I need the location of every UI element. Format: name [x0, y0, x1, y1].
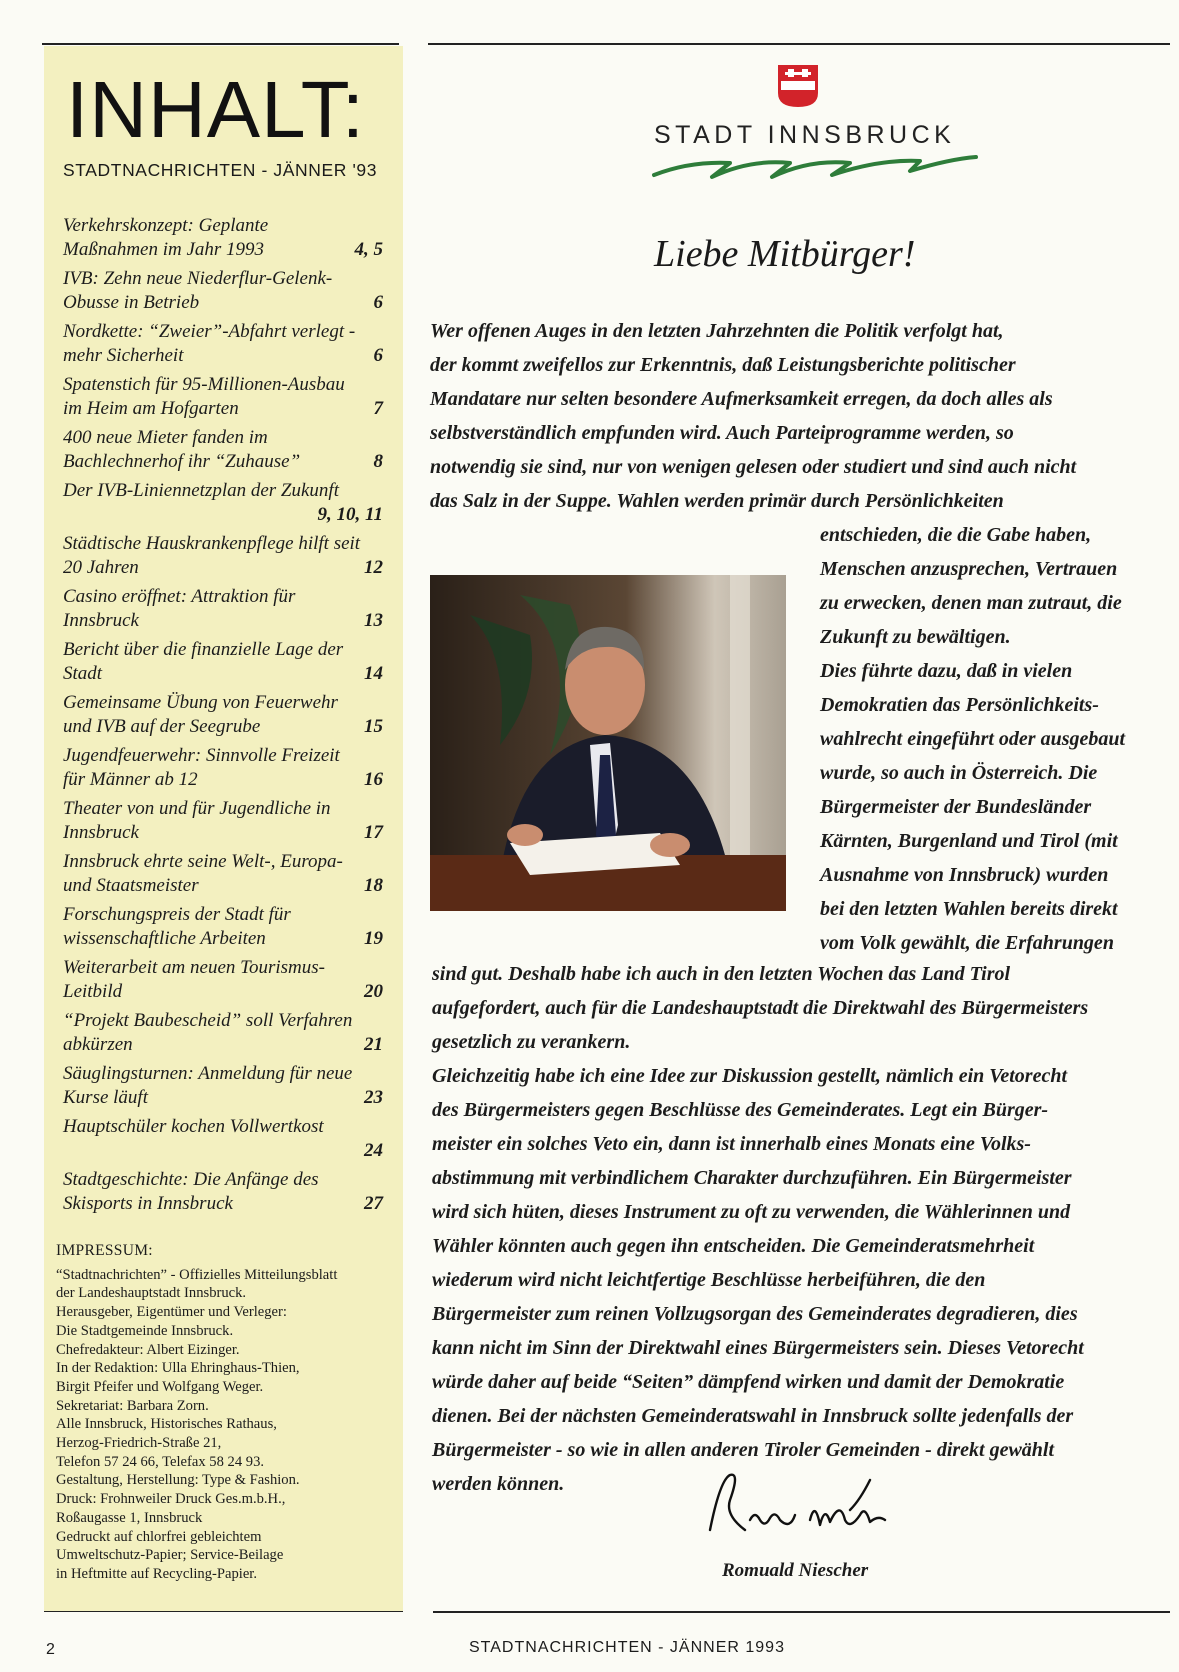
toc-item	[63, 479, 383, 532]
impressum	[56, 1242, 391, 1584]
letter-line: Wähler könnten auch gegen ihn entscheiden. Die Gemeinderatsmehrheit	[432, 1235, 1035, 1257]
letter-line: kann nicht im Sinn der Direktwahl eines Bürgermeisters sein. Dieses Vetorecht	[432, 1337, 1084, 1359]
toc-item-title: 400 neue Mieter fanden im Bachlechnerhof ihr “Zuhause”	[63, 427, 301, 472]
toc-item-page: 21	[364, 1033, 383, 1055]
impressum-line: Herausgeber, Eigentümer und Verleger:	[56, 1304, 287, 1321]
letter-line: Zukunft zu bewältigen.	[820, 626, 1011, 648]
letter-line: dienen. Bei der nächsten Gemeinderatswahl in Innsbruck sollte jedenfalls der	[432, 1405, 1074, 1427]
bottom-rule-right	[433, 1611, 1170, 1613]
letter-right-column	[820, 518, 1125, 960]
impressum-line: Druck: Frohnweiler Druck Ges.m.b.H.,	[56, 1491, 286, 1508]
toc-item-title: Säuglingsturnen: Anmeldung für neue Kurse läuft	[63, 1063, 353, 1108]
toc-item-page: 13	[364, 609, 383, 631]
toc-item	[63, 1168, 383, 1221]
letter-line: sind gut. Deshalb habe ich auch in den letzten Wochen das Land Tirol	[432, 963, 1011, 985]
letter-intro	[430, 314, 1076, 518]
toc-item-title: Verkehrskonzept: Geplante Maßnahmen im Jahr 1993	[63, 215, 269, 260]
toc-item-title: Stadtgeschichte: Die Anfänge des Skisports in Innsbruck	[63, 1169, 319, 1214]
toc-item-page: 7	[373, 397, 383, 419]
impressum-lines	[56, 1266, 391, 1584]
toc-item-title: Gemeinsame Übung von Feuerwehr und IVB auf der Seegrube	[63, 692, 338, 737]
toc-item	[63, 267, 383, 320]
toc-item-page: 17	[364, 821, 383, 843]
logo-text: STADT INNSBRUCK	[654, 121, 956, 149]
letter-line: Menschen anzusprechen, Vertrauen	[820, 558, 1118, 580]
letter-line: Mandatare nur selten besondere Aufmerksamkeit erregen, da doch alles als	[430, 388, 1053, 410]
toc-item-title: Forschungspreis der Stadt für wissenschaftliche Arbeiten	[63, 904, 291, 949]
letter-line: Bürgermeister zum reinen Vollzugsorgan des Gemeinderates degradieren, dies	[432, 1303, 1078, 1325]
toc-item	[63, 956, 383, 1009]
letter-line: werden können.	[432, 1473, 565, 1495]
letter-line: Kärnten, Burgenland und Tirol (mit	[820, 830, 1118, 852]
top-rule-right	[428, 43, 1170, 45]
impressum-line: “Stadtnachrichten” - Offizielles Mitteilungsblatt	[56, 1266, 338, 1283]
impressum-title: IMPRESSUM:	[56, 1242, 153, 1259]
footer-text: STADTNACHRICHTEN - JÄNNER 1993	[469, 1639, 785, 1656]
impressum-line: Birgit Pfeifer und Wolfgang Weger.	[56, 1378, 264, 1395]
letter-line: Ausnahme von Innsbruck) wurden	[820, 864, 1109, 886]
letter-line: würde daher auf beide “Seiten” dämpfend wirken und damit der Demokratie	[432, 1371, 1065, 1393]
letter-line: das Salz in der Suppe. Wahlen werden primär durch Persönlichkeiten	[430, 490, 1004, 512]
mayor-portrait-photo	[430, 575, 786, 911]
portrait-illustration	[430, 575, 786, 911]
toc-item-title: “Projekt Baubescheid” soll Verfahren abkürzen	[63, 1010, 353, 1055]
toc-item	[63, 320, 383, 373]
toc-item	[63, 850, 383, 903]
letter-line: wird sich hüten, dieses Instrument zu oft zu verwenden, die Wählerinnen und	[432, 1201, 1071, 1223]
letter-line: aufgefordert, auch für die Landeshauptstadt die Direktwahl des Bürgermeisters	[432, 997, 1089, 1019]
letter-line: abstimmung mit verbindlichem Charakter durchzuführen. Ein Bürgermeister	[432, 1167, 1072, 1189]
letter-line: meister ein solches Veto ein, dann ist innerhalb eines Monats eine Volks-	[432, 1133, 1031, 1155]
impressum-line: der Landeshauptstadt Innsbruck.	[56, 1285, 247, 1302]
impressum-line: Telefon 57 24 66, Telefax 58 24 93.	[56, 1453, 265, 1470]
toc-item-title: Theater von und für Jugendliche in Innsbruck	[63, 798, 331, 843]
letter-line: Demokratien das Persönlichkeits-	[820, 694, 1099, 716]
toc-item-title: Bericht über die finanzielle Lage der Stadt	[63, 639, 344, 684]
toc-item	[63, 373, 383, 426]
toc-item	[63, 585, 383, 638]
toc-item-page: 4, 5	[354, 238, 383, 260]
toc-item-page: 23	[364, 1086, 383, 1108]
letter-line: selbstverständlich empfunden wird. Auch Parteiprogramme werden, so	[430, 422, 1014, 444]
letter-line: wiederum wird nicht leichtfertige Beschlüsse herbeiführen, die den	[432, 1269, 986, 1291]
letter-line: Gleichzeitig habe ich eine Idee zur Diskussion gestellt, nämlich ein Vetorecht	[432, 1065, 1068, 1087]
toc-item	[63, 744, 383, 797]
impressum-line: Roßaugasse 1, Innsbruck	[56, 1509, 203, 1526]
letter-line: bei den letzten Wahlen bereits direkt	[820, 898, 1118, 920]
letter-headline: Liebe Mitbürger!	[654, 233, 916, 275]
toc-item-page: 14	[364, 662, 383, 684]
toc-item-title: Spatenstich für 95-Millionen-Ausbau im Heim am Hofgarten	[63, 374, 345, 419]
letter-line: vom Volk gewählt, die Erfahrungen	[820, 932, 1114, 954]
impressum-line: Chefredakteur: Albert Eizinger.	[56, 1341, 240, 1358]
coat-of-arms-icon	[776, 63, 820, 109]
handwritten-signature	[700, 1460, 900, 1550]
toc-item	[63, 1115, 383, 1168]
letter-continuation	[432, 957, 1088, 1501]
toc-item	[63, 691, 383, 744]
toc-item-page: 8	[373, 450, 383, 472]
toc-item-title: Casino eröffnet: Attraktion für Innsbruck	[63, 586, 296, 631]
toc-item	[63, 1062, 383, 1115]
impressum-line: Alle Innsbruck, Historisches Rathaus,	[56, 1416, 277, 1433]
toc-item	[63, 532, 383, 585]
toc-item-page: 16	[364, 768, 383, 790]
letter-line: gesetzlich zu verankern.	[432, 1031, 631, 1053]
toc-list	[63, 214, 383, 1221]
impressum-line: In der Redaktion: Ulla Ehringhaus-Thien,	[56, 1360, 300, 1377]
impressum-line: Sekretariat: Barbara Zorn.	[56, 1397, 209, 1414]
toc-item	[63, 214, 383, 267]
impressum-line: Umweltschutz-Papier; Service-Beilage	[56, 1547, 284, 1564]
green-swoosh-icon	[650, 151, 980, 187]
contents-subheading: STADTNACHRICHTEN - JÄNNER '93	[63, 160, 378, 180]
toc-item-page: 18	[364, 874, 383, 896]
letter-line: wurde, so auch in Österreich. Die	[820, 762, 1098, 784]
toc-item-page: 9, 10, 11	[317, 503, 383, 525]
toc-item-page: 15	[364, 715, 383, 737]
letter-line: zu erwecken, denen man zutraut, die	[820, 592, 1122, 614]
toc-item-title: Jugendfeuerwehr: Sinnvolle Freizeit für Männer ab 12	[63, 745, 340, 790]
toc-item	[63, 1009, 383, 1062]
letter-line: Bürgermeister - so wie in allen anderen Tiroler Gemeinden - direkt gewählt	[432, 1439, 1055, 1461]
toc-item-title: Weiterarbeit am neuen Tourismus-Leitbild	[63, 957, 325, 1002]
toc-item-title: Städtische Hauskrankenpflege hilft seit 20 Jahren	[63, 533, 361, 578]
letter-line: entschieden, die die Gabe haben,	[820, 524, 1092, 546]
impressum-line: Gestaltung, Herstellung: Type & Fashion.	[56, 1472, 300, 1489]
toc-item-title: Der IVB-Liniennetzplan der Zukunft	[63, 480, 339, 501]
contents-heading: INHALT:	[66, 65, 365, 154]
toc-item-title: Hauptschüler kochen Vollwertkost	[63, 1116, 324, 1137]
impressum-line: in Heftmitte auf Recycling-Papier.	[56, 1565, 258, 1582]
toc-item	[63, 638, 383, 691]
toc-item	[63, 903, 383, 956]
toc-item-page: 24	[364, 1139, 383, 1161]
letter-line: Bürgermeister der Bundesländer	[820, 796, 1092, 818]
impressum-line: Gedruckt auf chlorfrei gebleichtem	[56, 1528, 262, 1545]
signature-name: Romuald Niescher	[722, 1560, 869, 1581]
toc-item	[63, 797, 383, 850]
letter-line: Wer offenen Auges in den letzten Jahrzehnten die Politik verfolgt hat,	[430, 320, 1004, 342]
toc-item-page: 27	[364, 1192, 383, 1214]
bottom-rule-left	[44, 1611, 403, 1612]
letter-line: Dies führte dazu, daß in vielen	[820, 660, 1073, 682]
toc-item-page: 6	[373, 344, 383, 366]
toc-item	[63, 426, 383, 479]
toc-item-title: Innsbruck ehrte seine Welt-, Europa- und Staatsmeister	[63, 851, 343, 896]
toc-item-title: IVB: Zehn neue Niederflur-Gelenk-Obusse in Betrieb	[63, 268, 333, 313]
toc-item-page: 20	[364, 980, 383, 1002]
toc-item-title: Nordkette: “Zweier”-Abfahrt verlegt - mehr Sicherheit	[63, 321, 356, 366]
toc-item-page: 19	[364, 927, 383, 949]
impressum-line: Herzog-Friedrich-Straße 21,	[56, 1435, 222, 1452]
top-rule-left	[42, 43, 399, 45]
toc-item-page: 12	[364, 556, 383, 578]
impressum-line: Die Stadtgemeinde Innsbruck.	[56, 1322, 234, 1339]
page-number: 2	[46, 1641, 55, 1658]
letter-line: des Bürgermeisters gegen Beschlüsse des Gemeinderates. Legt ein Bürger-	[432, 1099, 1049, 1121]
letter-line: notwendig sie sind, nur von wenigen gelesen oder studiert und sind auch nicht	[430, 456, 1077, 478]
toc-item-page: 6	[373, 291, 383, 313]
letter-line: wahlrecht eingeführt oder ausgebaut	[820, 728, 1126, 750]
letter-line: der kommt zweifellos zur Erkenntnis, daß Leistungsberichte politischer	[430, 354, 1016, 376]
